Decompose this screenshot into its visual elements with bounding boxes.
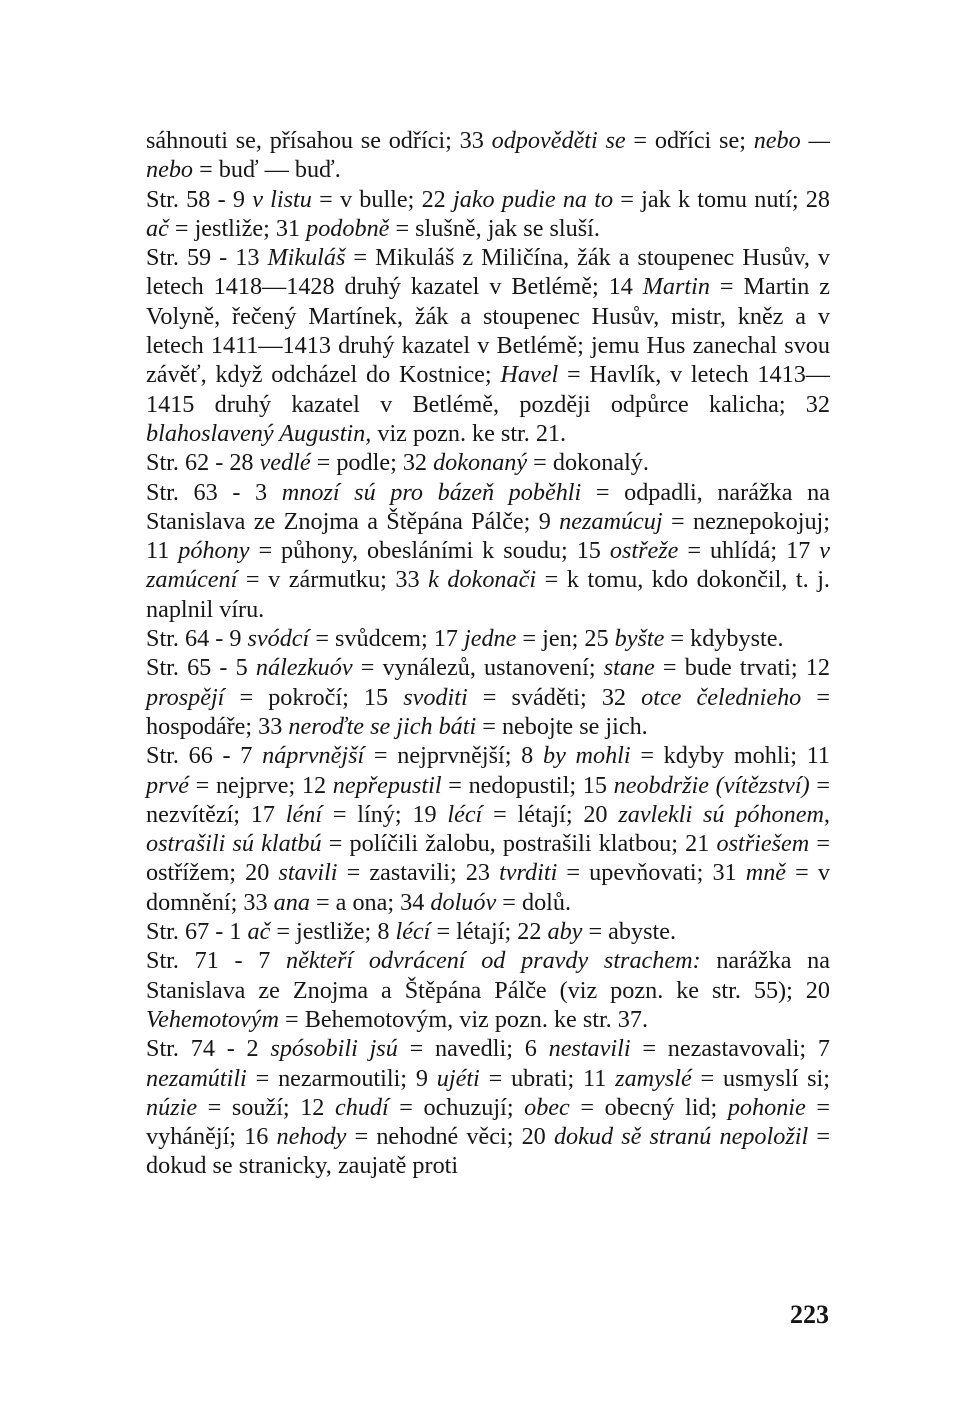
glossary-text-run: = abyste. [582, 918, 676, 946]
glossary-text-run: = uhlídá; 17 [678, 537, 820, 565]
glossary-term: Havel [500, 361, 559, 389]
glossary-term: jako pudie na to [453, 185, 614, 213]
glossary-text-run: = nebojte se jich. [476, 712, 648, 740]
glossary-term: doluóv [430, 888, 497, 916]
glossary-text-run: Str. 62 - 28 [146, 449, 260, 477]
glossary-term: ostřeže [609, 537, 679, 565]
glossary-term: podobně [306, 214, 390, 242]
glossary-term: spósobili jsú [270, 1035, 398, 1063]
glossary-term: prvé [146, 771, 189, 799]
glossary-term: tvrditi [499, 859, 558, 887]
glossary-term: svoditi [403, 683, 468, 711]
glossary-entry [146, 653, 830, 741]
glossary-term: pohonie [727, 1093, 806, 1121]
glossary-text-run: = políčili žalobu, postrašili klatbou; 21 [321, 830, 717, 858]
glossary-text-run: = Martin z Volyně, řečený Martínek, žák a stoupenec Husův, mistr, kněz a v letech 1411—1413 druhý kazatel v Betlémě; jemu Hus zanechal svou závěť, když odcházel do Kostnice; [146, 273, 830, 389]
glossary-term: zavlekli sú póhonem, ostrašili sú klatbú [146, 800, 830, 858]
glossary-text-run: = zastavili; 23 [337, 859, 500, 887]
glossary-term: mně [745, 859, 787, 887]
glossary-text-run: = jak k tomu nutí; 28 [613, 185, 830, 213]
glossary-term: stavili [278, 859, 338, 887]
glossary-term: byšte [614, 625, 665, 653]
glossary-text-run: = odříci se; [625, 127, 754, 154]
glossary-text-run: = podle; 32 [310, 449, 434, 477]
glossary-term: ač [146, 214, 169, 242]
glossary-term: blahoslavený Augustin, [146, 419, 372, 447]
glossary-term: núzie [146, 1093, 198, 1121]
glossary-text-run: = jestliže; 31 [168, 214, 307, 242]
glossary-term: aby [547, 918, 583, 946]
glossary-term: mnozí sú pro bázeň poběhli [281, 478, 582, 506]
glossary-term: ana [273, 888, 310, 916]
glossary-text-run: = upevňovati; 31 [557, 859, 746, 887]
glossary-term: dokud sě stranú nepoložil [553, 1123, 809, 1151]
glossary-term: k dokonači [428, 566, 537, 594]
glossary-term: jedne [463, 625, 517, 653]
glossary-text-run: = kdyby mohli; 11 [630, 742, 830, 770]
glossary-term: někteří odvrácení od pravdy strachem: [285, 947, 701, 975]
glossary-entry [146, 624, 830, 653]
glossary-entry [146, 126, 830, 185]
glossary-text-run: = nezastavovali; 7 [630, 1035, 830, 1063]
glossary-text-run: = ochuzují; [388, 1093, 525, 1121]
glossary-text-run: = Behemotovým, viz pozn. ke str. 37. [278, 1005, 648, 1033]
glossary-text-run: = hospodáře; 33 [146, 683, 830, 740]
glossary-entry [146, 478, 830, 624]
glossary-text-run: narážka na Stanislava ze Znojma a Štěpána Pálče (viz pozn. ke str. 55); 20 [146, 947, 831, 1004]
glossary-text-run: = kdybyste. [664, 625, 784, 653]
glossary-text-run: Str. 58 - 9 [146, 185, 253, 213]
glossary-term: neobdržie (vítězství) [613, 771, 810, 799]
glossary-term: nepřepustil [332, 771, 442, 799]
glossary-entry [146, 243, 830, 448]
glossary-text-run: sáhnouti se, přísahou se odříci; 33 [146, 127, 492, 154]
glossary-text-run: = dokud se stranicky, zaujatě proti [146, 1123, 830, 1180]
glossary-term: chudí [334, 1093, 389, 1121]
glossary-term: otce čelednieho [641, 683, 802, 711]
glossary-entry [146, 741, 830, 917]
glossary-term: by mohli [542, 742, 631, 770]
glossary-term: Vehemotovým [146, 1005, 279, 1033]
glossary-term: nestavili [548, 1035, 631, 1063]
glossary-term: v zamúcení [146, 537, 831, 594]
glossary-text-run: = v bulle; 22 [311, 185, 453, 213]
glossary-text-run: = nezarmoutili; 9 [246, 1064, 437, 1092]
glossary-term: zamyslé [615, 1064, 692, 1092]
glossary-text-run: = nejprve; 12 [188, 771, 333, 799]
glossary-term: nebo — nebo [146, 127, 831, 184]
glossary-term: ostřiešem [716, 830, 810, 858]
glossary-term: Mikuláš [267, 244, 346, 272]
glossary-text-run: Str. 67 - 1 [146, 918, 248, 946]
glossary-text-run: = odpadli, narážka na Stanislava ze Znojma a Štěpána Pálče; 9 [146, 478, 830, 535]
glossary-term: v listu [252, 185, 312, 213]
glossary-text-run: = pokročí; 15 [224, 683, 404, 711]
glossary-text-run: = jen; 25 [516, 625, 615, 653]
glossary-text-run: = dokonalý. [527, 449, 649, 477]
glossary-term: stane [603, 654, 655, 682]
glossary-entry [146, 917, 830, 946]
glossary-term: nehody [276, 1123, 347, 1151]
glossary-term: obec [524, 1093, 570, 1121]
glossary-text-run: viz pozn. ke str. 21. [371, 419, 567, 447]
glossary-term: svódcí [247, 625, 310, 653]
glossary-term: vedlé [259, 449, 311, 477]
glossary-text-run: = navedli; 6 [397, 1035, 549, 1063]
glossary-text-run: = nedopustil; 15 [441, 771, 614, 799]
glossary-term: nezamúcuj [559, 507, 663, 535]
glossary-text-run: = létají; 20 [482, 800, 619, 828]
glossary-text-run: = v domnění; 33 [146, 859, 830, 916]
glossary-term: ač [247, 918, 271, 946]
glossary-entry [146, 1034, 830, 1180]
glossary-text-run: Str. 71 - 7 [146, 947, 286, 975]
glossary-entry [146, 448, 830, 477]
glossary-term: neroďte se jich báti [288, 712, 477, 740]
glossary-text-run: = nezvítězí; 17 [146, 771, 831, 828]
glossary-term: dokonaný [433, 449, 528, 477]
glossary-text-run: = obecný lid; [569, 1093, 728, 1121]
glossary-text-run: = létají; 22 [430, 918, 548, 946]
glossary-text-run: = slušně, jak se sluší. [389, 214, 600, 242]
glossary-term: ujéti [436, 1064, 480, 1092]
glossary-text-run: = dolů. [496, 888, 572, 916]
glossary-text-run: = v zármutku; 33 [237, 566, 429, 594]
glossary-term: lécí [395, 918, 431, 946]
glossary-text [146, 126, 830, 1181]
glossary-text-run: = svůdcem; 17 [309, 625, 464, 653]
glossary-text-run: Str. 65 - 5 [146, 654, 256, 682]
glossary-text-run: = nehodné věci; 20 [346, 1123, 554, 1151]
glossary-entry [146, 946, 830, 1034]
glossary-term: Martin [642, 273, 710, 301]
glossary-text-run: = k tomu, kdo dokončil, t. j. naplnil víru. [146, 566, 830, 623]
glossary-text-run: = sváděti; 32 [467, 683, 642, 711]
glossary-text-run: Str. 63 - 3 [146, 478, 282, 506]
glossary-text-run: = Havlík, v letech 1413—1415 druhý kazatel v Betlémě, později odpůrce kalicha; 32 [146, 361, 830, 418]
glossary-text-run: Str. 64 - 9 [146, 625, 248, 653]
glossary-text-run: = vyhánějí; 16 [146, 1093, 830, 1151]
glossary-term: prospějí [146, 683, 225, 711]
glossary-text-run: Str. 59 - 13 [146, 244, 268, 272]
glossary-term: póhony [178, 537, 250, 565]
glossary-term: nálezkuóv [255, 654, 353, 682]
glossary-term: léní [285, 800, 323, 828]
glossary-text-run: = bude trvati; 12 [654, 654, 830, 682]
glossary-entry [146, 185, 830, 244]
glossary-text-run: = vynálezů, ustanovení; [352, 654, 604, 682]
glossary-text-run: = usmyslí si; [691, 1064, 830, 1092]
glossary-text-run: = a ona; 34 [309, 888, 431, 916]
glossary-text-run: = neznepokojuj; 11 [146, 507, 830, 565]
glossary-text-run: = Mikuláš z Miličína, žák a stoupenec Husův, v letech 1418—1428 druhý kazatel v Betlémě; 14 [146, 244, 831, 301]
glossary-text-run: = líný; 19 [322, 800, 448, 828]
page-number: 223 [790, 1300, 829, 1329]
glossary-text-run: = souží; 12 [197, 1093, 335, 1121]
glossary-text-run: = ostřížem; 20 [146, 830, 830, 887]
glossary-term: odpověděti se [491, 127, 626, 154]
glossary-text-run: = nejprvnější; 8 [364, 742, 543, 770]
glossary-term: lécí [447, 800, 483, 828]
glossary-text-run: = buď — buď. [193, 156, 341, 184]
glossary-term: nezamútili [146, 1064, 247, 1092]
glossary-text-run: = jestliže; 8 [270, 918, 396, 946]
glossary-text-run: Str. 74 - 2 [146, 1035, 271, 1063]
glossary-text-run: = půhony, obesláními k soudu; 15 [249, 537, 610, 565]
glossary-text-run: = ubrati; 11 [479, 1064, 616, 1092]
glossary-term: náprvnější [262, 742, 365, 770]
glossary-text-run: Str. 66 - 7 [146, 742, 263, 770]
